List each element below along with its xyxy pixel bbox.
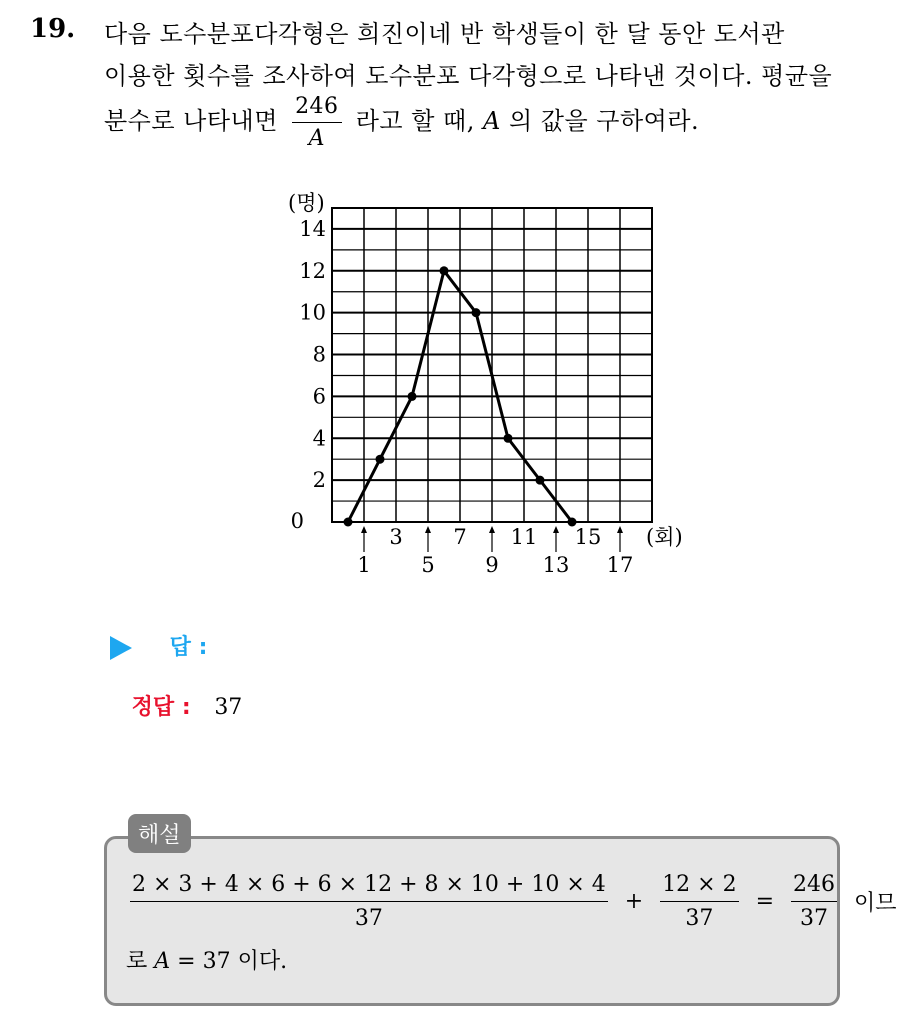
question-fraction-numerator: 246 [292,94,342,123]
solution-variable: A [154,949,171,974]
solution-fraction-3-denominator: 37 [800,906,829,931]
x-tick-label-upper: 7 [453,525,467,549]
x-tick-label-lower: 17 [606,553,634,577]
x-tick-arrow-head [361,526,367,533]
solution-fraction-2-numerator: 12 × 2 [660,872,738,902]
y-tick-label: 14 [299,216,326,241]
y-tick-label: 12 [299,258,326,283]
x-tick-arrow-head [489,526,495,533]
data-point [504,434,513,443]
solution-line-2 [126,944,287,975]
correct-answer-row [110,690,242,721]
data-point [568,518,577,527]
solution-fraction-1-numerator: 2 × 3 + 4 × 6 + 6 × 12 + 8 × 10 + 10 × 4 [130,872,608,902]
x-tick-label-upper: 11 [510,525,538,549]
question-fraction-denominator: A [308,126,325,151]
solution-line-2-post: = 37 이다. [177,949,288,974]
x-tick-arrow-head [617,526,623,533]
data-point [344,518,353,527]
solution-fraction-1-denominator: 37 [354,906,383,931]
question-line-3-post-a: 라고 할 때, [355,107,475,135]
question-number: 19. [30,14,76,44]
x-tick-label-lower: 9 [485,553,499,577]
solution-fraction-2 [660,872,738,931]
data-point [376,455,385,464]
x-tick-arrow-head [425,526,431,533]
question-line-3-post-b: 의 값을 구하여라. [508,107,700,135]
answer-row [110,630,207,661]
solution-line-1 [126,872,903,931]
solution-tag: 해설 [128,814,191,853]
solution-line-2-pre: 로 [126,949,148,974]
answer-label: 답 : [169,635,208,660]
x-tick-label-upper: 3 [389,525,403,549]
data-point [440,266,449,275]
data-point [536,476,545,485]
question-line-3 [104,94,699,151]
y-tick-label: 6 [312,384,326,409]
solution-fraction-3 [791,872,837,931]
data-point [408,392,417,401]
y-tick-label: 2 [312,468,326,493]
question-line-3-pre: 분수로 나타내면 [104,107,278,135]
frequency-polygon-chart [280,180,683,580]
question-line-1: 다음 도수분포다각형은 희진이네 반 학생들이 한 달 동안 도서관 [104,20,785,48]
x-axis-label: (회) [646,525,683,549]
solution-fraction-2-denominator: 37 [685,906,714,931]
answer-triangle-icon [110,636,132,660]
correct-answer-label: 정답 : [131,695,191,720]
correct-answer-value: 37 [214,695,243,720]
y-tick-label: 4 [312,426,326,451]
solution-tail: 이므 [854,891,897,916]
x-tick-label-upper: 15 [574,525,602,549]
question-fraction [292,94,342,151]
solution-fraction-3-numerator: 246 [791,872,837,902]
solution-equals: = [755,889,775,914]
question-line-2: 이용한 횟수를 조사하여 도수분포 다각형으로 나타낸 것이다. 평균을 [104,62,833,90]
y-tick-label: 8 [312,342,326,367]
x-tick-arrow-head [553,526,559,533]
solution-plus: + [624,889,644,914]
origin-label: 0 [290,509,304,533]
question-variable: A [482,107,501,135]
data-point [472,308,481,317]
solution-fraction-1 [130,872,608,931]
x-tick-label-lower: 1 [357,553,371,577]
y-axis-label: (명) [288,191,325,215]
y-tick-label: 10 [299,300,326,325]
x-tick-label-lower: 5 [421,553,435,577]
x-tick-label-lower: 13 [542,553,570,577]
